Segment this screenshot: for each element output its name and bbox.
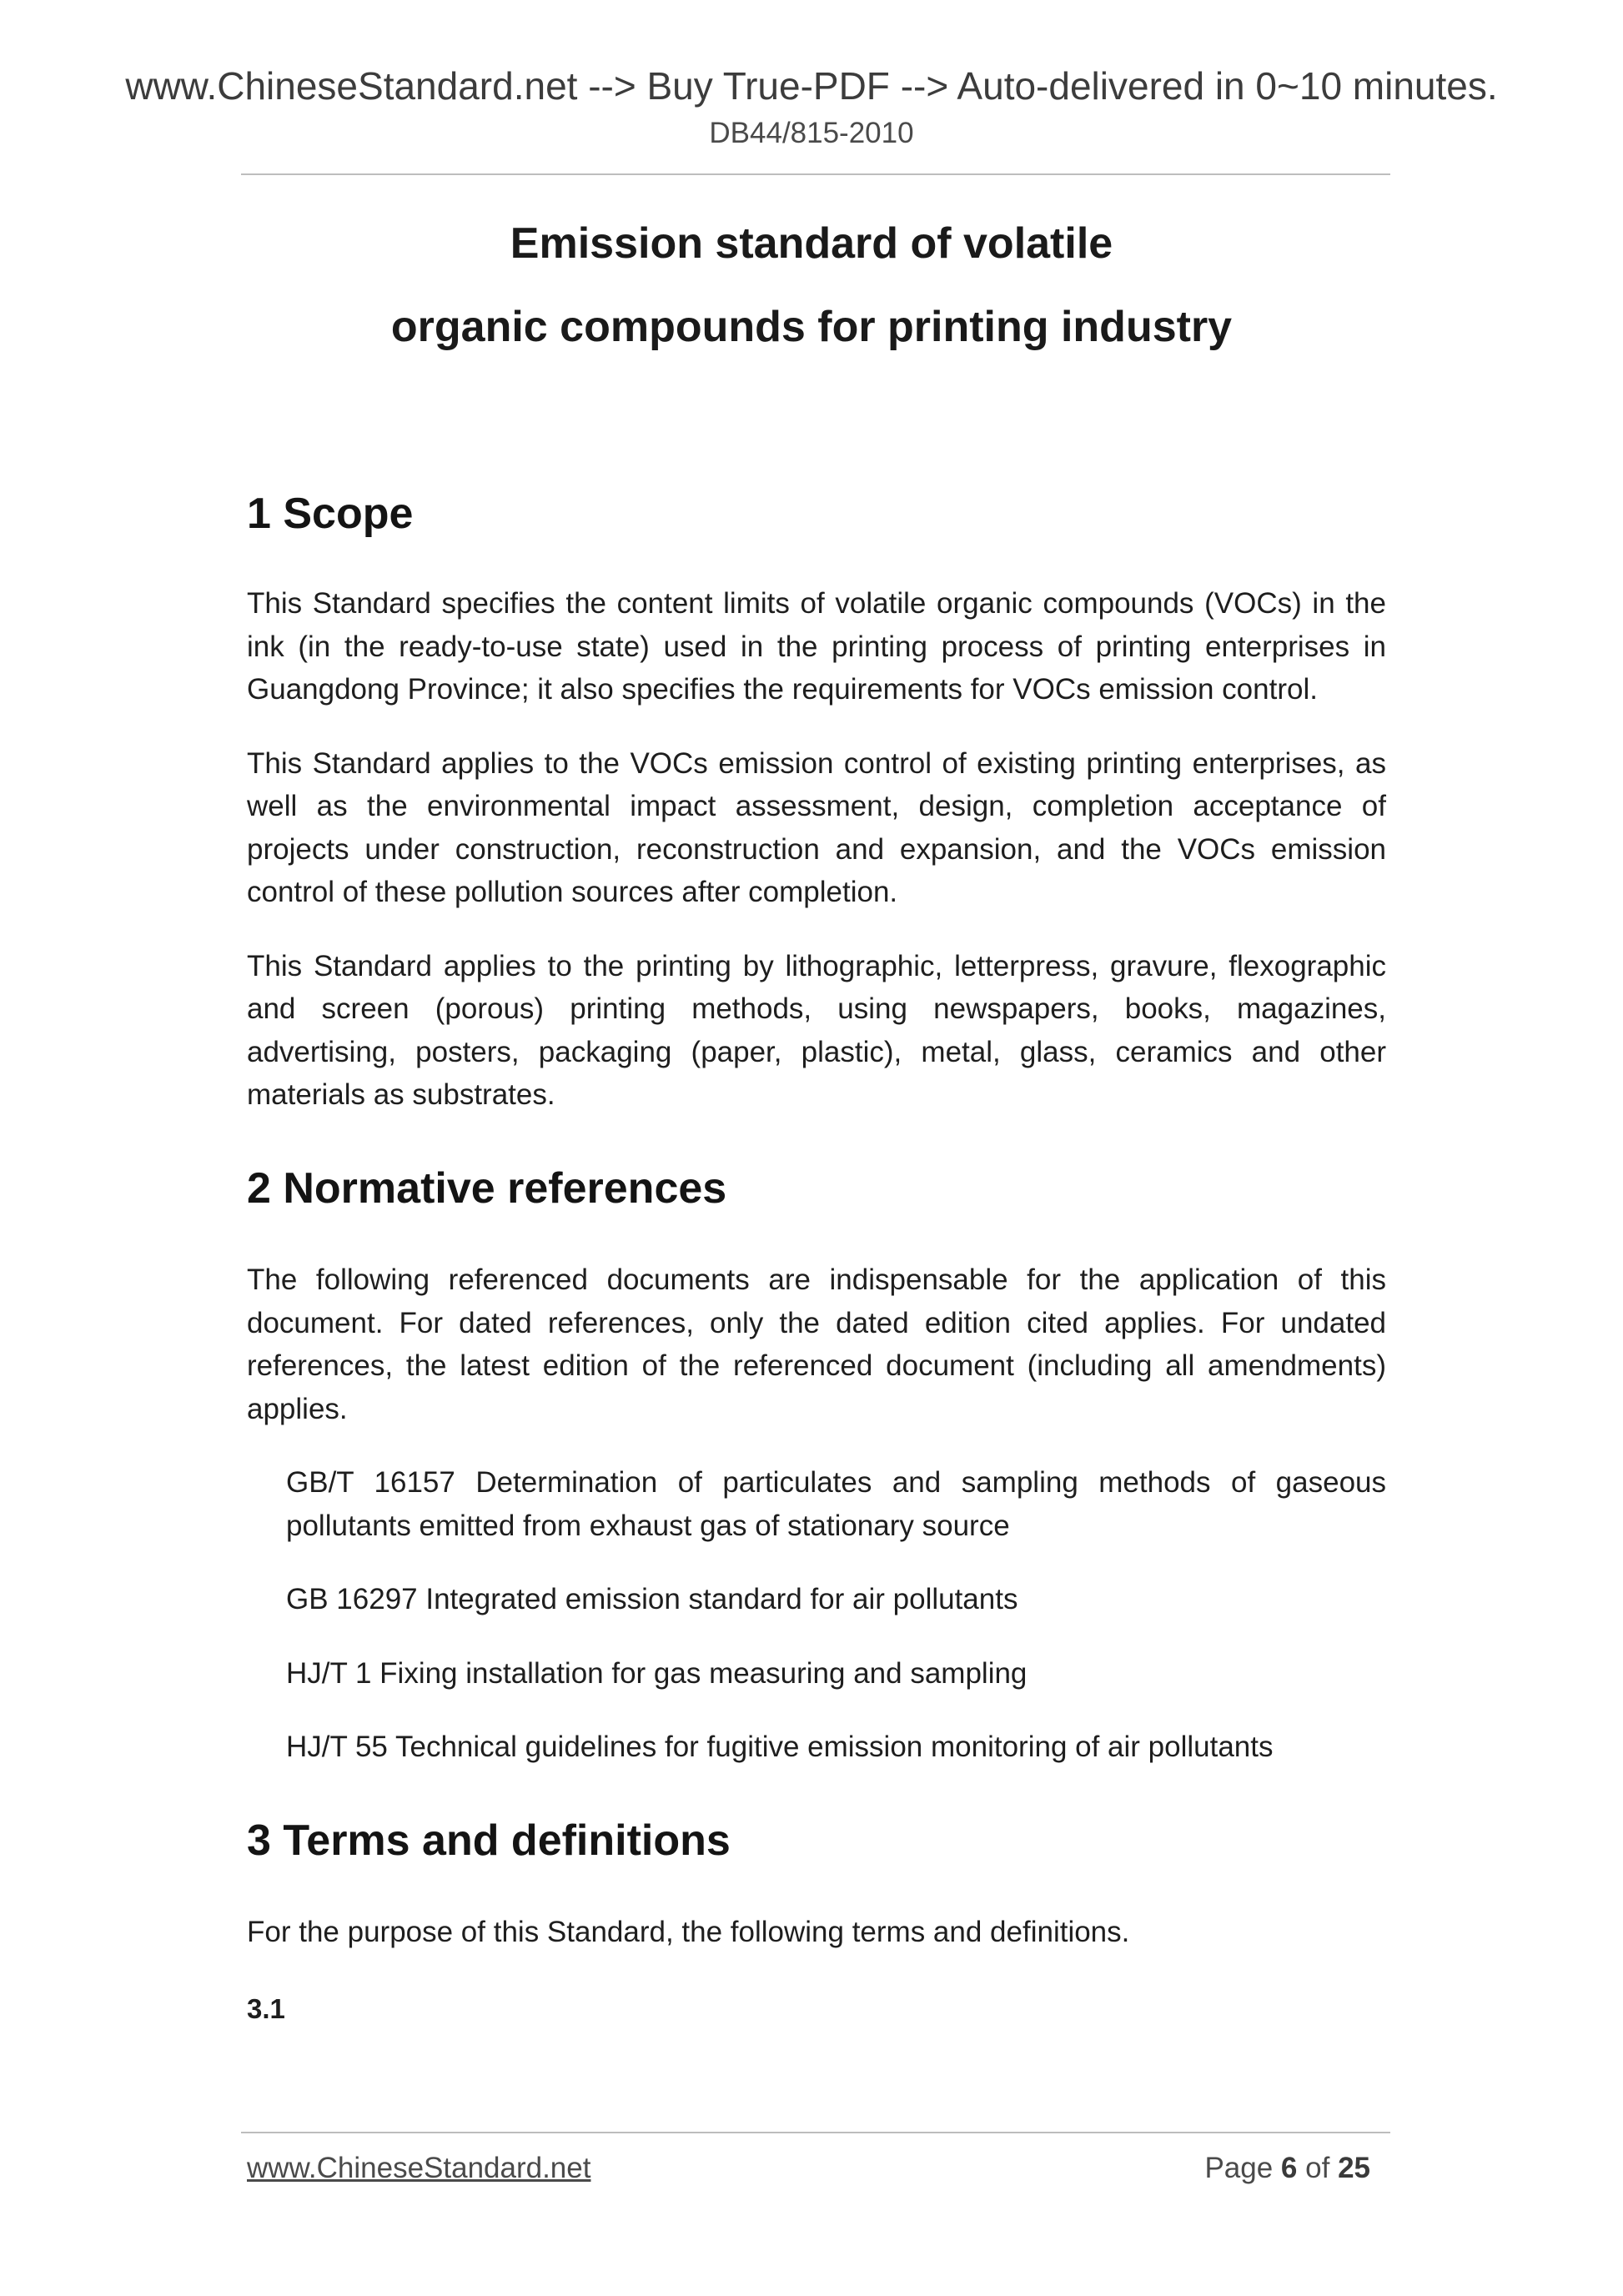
page-of-label: of [1305,2152,1330,2184]
terms-intro-paragraph: For the purpose of this Standard, the following terms and definitions. [247,1916,1130,1949]
section-heading-scope: 1 Scope [247,490,414,538]
document-title-line-1: Emission standard of volatile [510,219,1113,268]
footer-website-link[interactable]: www.ChineseStandard.net [247,2152,591,2184]
reference-item: GB 16297 Integrated emission standard for air pollutants [286,1583,1018,1616]
page-indicator [1204,2152,1370,2185]
scope-paragraph: This Standard applies to the VOCs emission control of existing printing enterprises, as well as the environmental impact assessment, design, completion acceptance of projects under construction, reconstruction and expansion, and the VOCs emission control of these pollution sources after completion. [247,746,1386,909]
term-number: 3.1 [247,1992,285,2024]
document-number: DB44/815-2010 [709,117,914,149]
reference-item: HJ/T 1 Fixing installation for gas measuring and sampling [286,1656,1028,1690]
header-divider [241,173,1390,175]
total-pages-number: 25 [1338,2152,1370,2184]
reference-item: GB/T 16157 Determination of particulates and sampling methods of gaseous pollutants emitted from exhaust gas of stationary source [286,1466,1386,1542]
footer-divider [241,2132,1390,2133]
document-body [247,488,1386,2030]
scope-paragraph: This Standard applies to the printing by lithographic, letterpress, gravure, flexographic and screen (porous) printing methods, using newspapers, books, magazines, advertising, posters, packaging (paper, plastic), metal, glass, ceramics and other materials as substrates. [247,949,1386,1112]
section-heading-normative-references: 2 Normative references [247,1163,727,1213]
page-label: Page [1204,2152,1274,2184]
section-heading-terms-definitions: 3 Terms and definitions [247,1816,731,1865]
current-page-number: 6 [1280,2152,1298,2184]
header-banner: www.ChineseStandard.net --> Buy True-PDF --> Auto-delivered in 0~10 minutes. [125,64,1498,108]
scope-paragraph: This Standard specifies the content limits of volatile organic compounds (VOCs) in the ink (in the ready-to-use state) used in the printing process of printing enterprises in Guangdong Province; it also specifies the requirements for VOCs emission control. [247,587,1386,706]
document-title-line-2: organic compounds for printing industry [390,303,1233,351]
reference-item: HJ/T 55 Technical guidelines for fugitive emission monitoring of air pollutants [286,1731,1274,1764]
normative-intro-paragraph: The following referenced documents are indispensable for the application of this document. For dated references, only the dated edition cited applies. For undated references, the latest edition of the referenced document (including all amendments) applies. [247,1264,1386,1425]
